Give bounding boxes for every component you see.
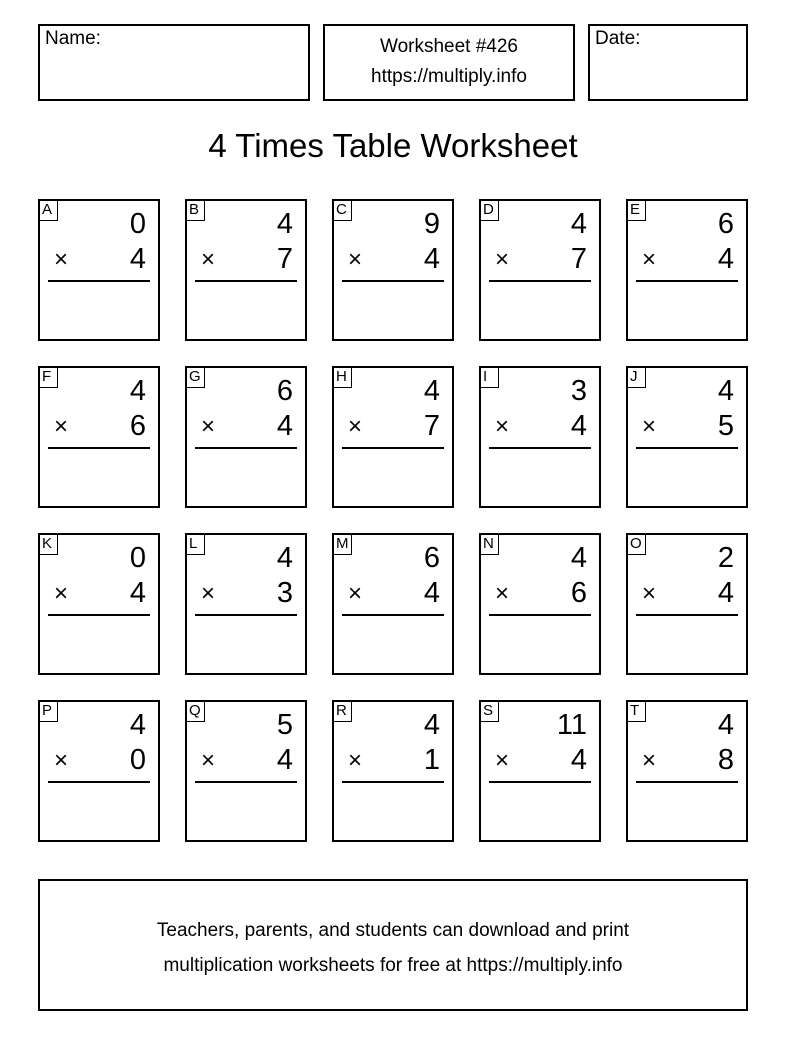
worksheet-info-box (323, 24, 575, 101)
multiply-sign: × (54, 747, 69, 774)
worksheet-number: Worksheet #426 (379, 36, 518, 57)
top-number: 4 (423, 375, 440, 407)
problem-card[interactable] (332, 199, 454, 341)
problem-card[interactable] (479, 533, 601, 675)
bottom-number: 4 (129, 577, 146, 609)
answer-line (489, 280, 591, 282)
bottom-number: 4 (717, 243, 734, 275)
answer-line (342, 447, 444, 449)
problem-card[interactable] (626, 199, 748, 341)
multiply-sign: × (495, 246, 510, 273)
multiply-sign: × (348, 413, 363, 440)
bottom-number: 4 (570, 410, 587, 442)
name-label: Name: (45, 28, 101, 49)
top-number: 4 (570, 542, 587, 574)
top-number: 4 (570, 208, 587, 240)
multiply-sign: × (201, 580, 216, 607)
problem-letter: M (332, 533, 352, 555)
top-number: 11 (556, 709, 587, 741)
bottom-number: 7 (570, 243, 587, 275)
problem-card[interactable] (38, 700, 160, 842)
multiply-sign: × (201, 413, 216, 440)
problem-card[interactable] (479, 199, 601, 341)
top-number: 4 (717, 375, 734, 407)
answer-line (636, 614, 738, 616)
problem-letter: E (626, 199, 646, 221)
multiply-sign: × (54, 580, 69, 607)
multiply-sign: × (201, 246, 216, 273)
top-number: 3 (570, 375, 587, 407)
problem-letter: L (185, 533, 205, 555)
multiply-sign: × (642, 747, 657, 774)
top-number: 4 (129, 375, 146, 407)
bottom-number: 4 (570, 744, 587, 776)
answer-line (48, 280, 150, 282)
multiply-sign: × (642, 246, 657, 273)
multiply-sign: × (495, 413, 510, 440)
problem-letter: B (185, 199, 205, 221)
bottom-number: 8 (717, 744, 734, 776)
footer-line-1: Teachers, parents, and students can download and print (156, 920, 630, 941)
top-number: 4 (423, 709, 440, 741)
answer-line (342, 280, 444, 282)
problem-letter: T (626, 700, 646, 722)
bottom-number: 4 (276, 410, 293, 442)
problem-card[interactable] (626, 366, 748, 508)
problem-card[interactable] (332, 700, 454, 842)
answer-line (489, 614, 591, 616)
problem-card[interactable] (185, 700, 307, 842)
date-label: Date: (595, 28, 641, 49)
answer-line (489, 447, 591, 449)
top-number: 4 (276, 542, 293, 574)
top-number: 2 (717, 542, 734, 574)
problem-letter: I (479, 366, 499, 388)
multiply-sign: × (54, 413, 69, 440)
problem-letter: F (38, 366, 58, 388)
top-number: 6 (423, 542, 440, 574)
worksheet-url: https://multiply.info (371, 66, 527, 87)
problem-card[interactable] (626, 533, 748, 675)
multiply-sign: × (348, 580, 363, 607)
multiply-sign: × (348, 246, 363, 273)
answer-line (48, 447, 150, 449)
problem-letter: H (332, 366, 352, 388)
top-number: 6 (276, 375, 293, 407)
problem-card[interactable] (479, 700, 601, 842)
bottom-number: 6 (129, 410, 146, 442)
footer-note (38, 879, 748, 1011)
bottom-number: 0 (129, 744, 146, 776)
answer-line (636, 447, 738, 449)
problem-letter: R (332, 700, 352, 722)
answer-line (195, 781, 297, 783)
bottom-number: 7 (276, 243, 293, 275)
bottom-number: 4 (276, 744, 293, 776)
top-number: 5 (276, 709, 293, 741)
bottom-number: 4 (717, 577, 734, 609)
multiply-sign: × (642, 413, 657, 440)
problem-letter: A (38, 199, 58, 221)
multiply-sign: × (54, 246, 69, 273)
problem-card[interactable] (626, 700, 748, 842)
multiply-sign: × (201, 747, 216, 774)
problem-letter: C (332, 199, 352, 221)
multiply-sign: × (642, 580, 657, 607)
problem-letter: P (38, 700, 58, 722)
bottom-number: 3 (276, 577, 293, 609)
top-number: 6 (717, 208, 734, 240)
bottom-number: 4 (129, 243, 146, 275)
date-field[interactable] (588, 24, 748, 101)
problem-letter: K (38, 533, 58, 555)
answer-line (636, 781, 738, 783)
name-field[interactable] (38, 24, 310, 101)
problem-card[interactable] (38, 366, 160, 508)
problem-card[interactable] (38, 533, 160, 675)
problem-letter: Q (185, 700, 205, 722)
problem-card[interactable] (38, 199, 160, 341)
top-number: 0 (129, 542, 146, 574)
page-title: 4 Times Table Worksheet (208, 127, 578, 164)
answer-line (195, 447, 297, 449)
bottom-number: 5 (717, 410, 734, 442)
problem-letter: S (479, 700, 499, 722)
multiply-sign: × (495, 580, 510, 607)
answer-line (342, 781, 444, 783)
problem-card[interactable] (185, 366, 307, 508)
bottom-number: 4 (423, 243, 440, 275)
problem-letter: J (626, 366, 646, 388)
problem-letter: G (185, 366, 205, 388)
problem-card[interactable] (332, 366, 454, 508)
top-number: 9 (423, 208, 440, 240)
bottom-number: 7 (423, 410, 440, 442)
answer-line (342, 614, 444, 616)
answer-line (195, 614, 297, 616)
answer-line (636, 280, 738, 282)
bottom-number: 6 (570, 577, 587, 609)
top-number: 4 (717, 709, 734, 741)
top-number: 4 (129, 709, 146, 741)
answer-line (195, 280, 297, 282)
answer-line (48, 781, 150, 783)
multiply-sign: × (495, 747, 510, 774)
problem-card[interactable] (185, 533, 307, 675)
answer-line (48, 614, 150, 616)
answer-line (489, 781, 591, 783)
problem-card[interactable] (185, 199, 307, 341)
problem-letter: D (479, 199, 499, 221)
problem-letter: O (626, 533, 646, 555)
multiply-sign: × (348, 747, 363, 774)
top-number: 0 (129, 208, 146, 240)
bottom-number: 1 (423, 744, 440, 776)
footer-line-2: multiplication worksheets for free at https://multiply.info (163, 955, 623, 976)
bottom-number: 4 (423, 577, 440, 609)
problem-card[interactable] (332, 533, 454, 675)
problem-card[interactable] (479, 366, 601, 508)
problem-letter: N (479, 533, 499, 555)
top-number: 4 (276, 208, 293, 240)
